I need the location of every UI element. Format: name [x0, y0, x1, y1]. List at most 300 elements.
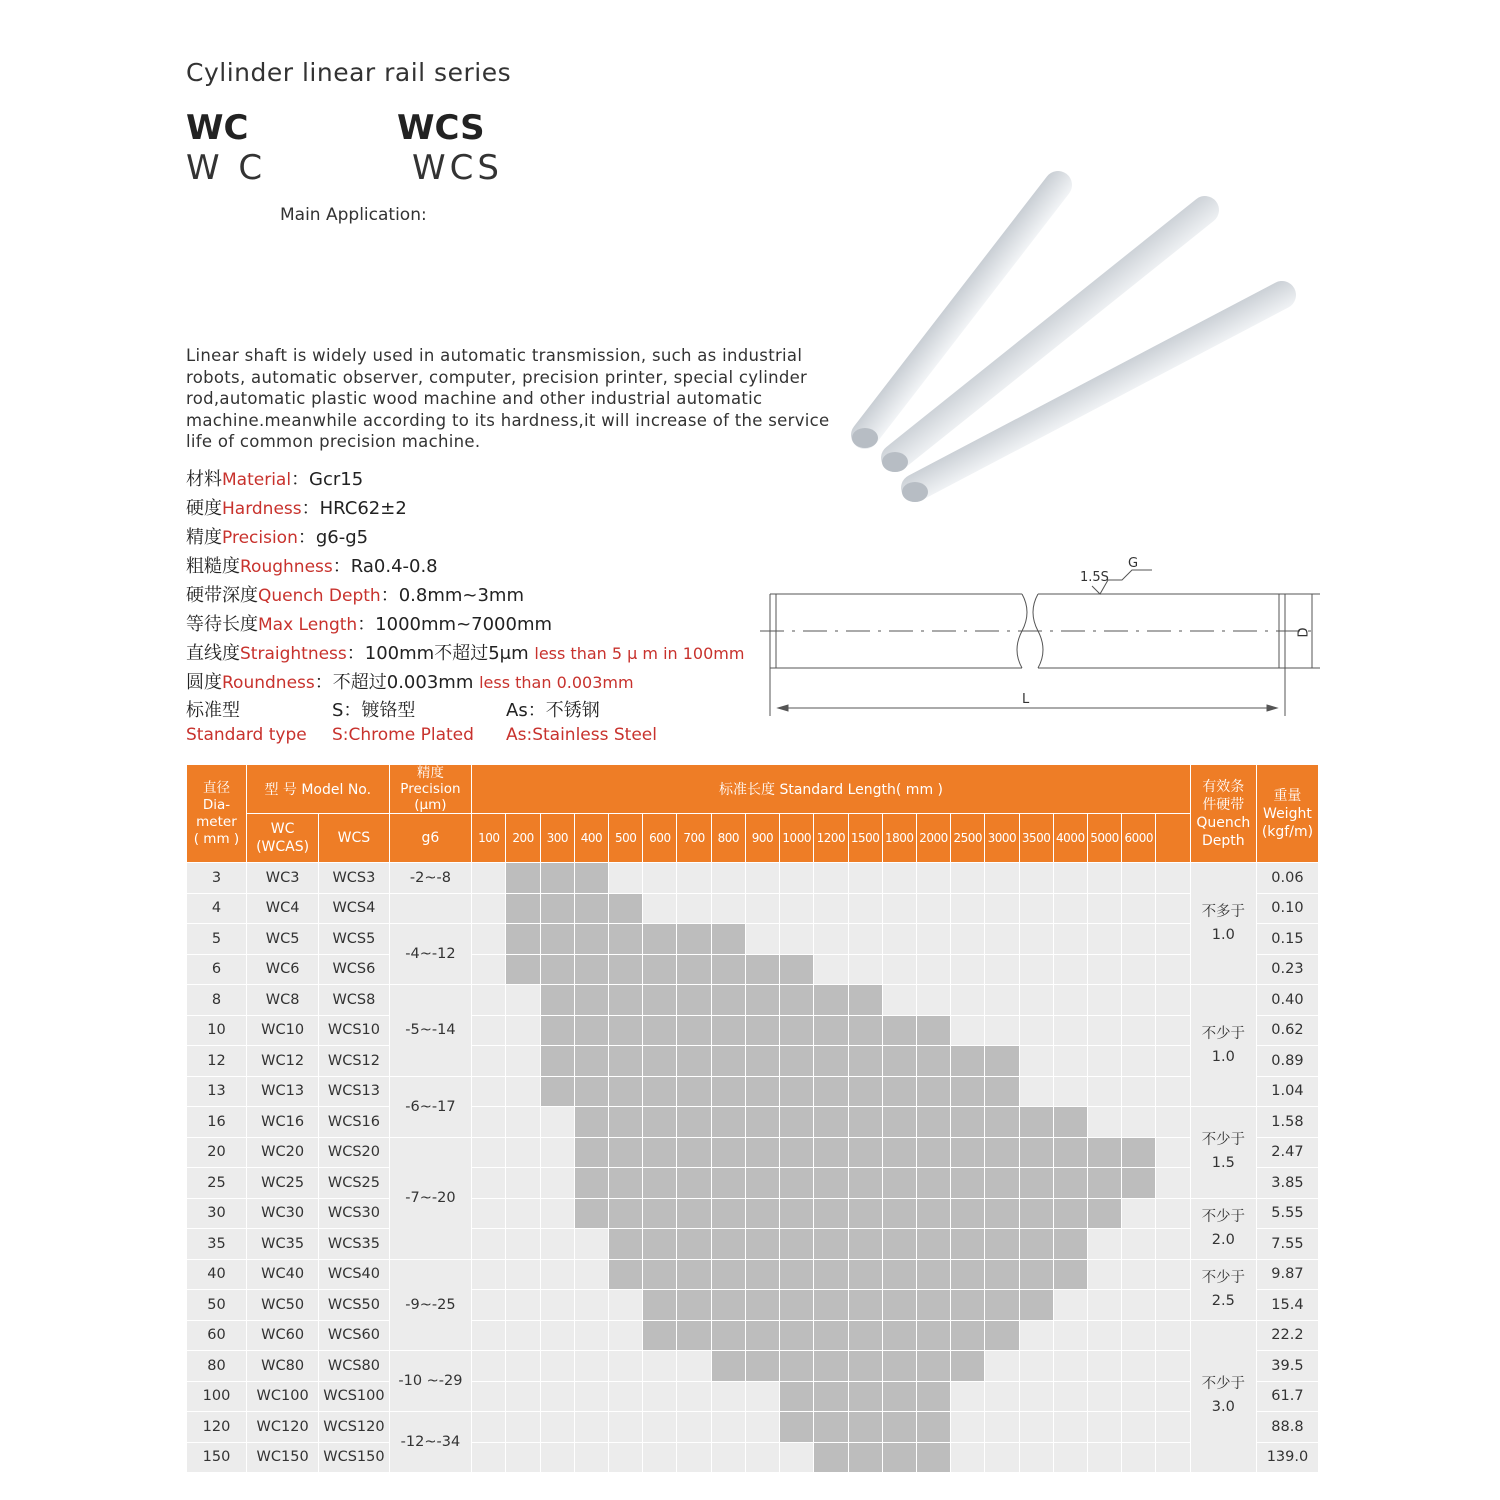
spec-row — [186, 610, 552, 636]
length-available-cell — [814, 1290, 848, 1321]
table-row — [187, 863, 1319, 894]
quench-depth-line: 不少于 — [1201, 1132, 1246, 1149]
length-empty-cell — [643, 1351, 677, 1382]
length-empty-cell — [609, 1351, 643, 1382]
length-empty-cell — [472, 1442, 506, 1473]
length-empty-cell — [472, 1107, 506, 1138]
length-empty-cell — [882, 863, 916, 894]
length-available-cell — [780, 1137, 814, 1168]
length-available-cell — [916, 1076, 950, 1107]
length-empty-cell — [1019, 1046, 1053, 1077]
cell-diameter: 12 — [187, 1046, 247, 1077]
length-available-cell — [574, 954, 608, 985]
spec-en: Straightness — [240, 644, 347, 664]
length-available-cell — [609, 1137, 643, 1168]
cell-weight: 3.85 — [1256, 1168, 1318, 1199]
length-available-cell — [609, 985, 643, 1016]
header-g6: g6 — [389, 814, 472, 863]
cell-wcs-model: WCS80 — [319, 1351, 389, 1382]
length-available-cell — [848, 1076, 882, 1107]
length-empty-cell — [848, 863, 882, 894]
length-empty-cell — [1087, 1381, 1121, 1412]
length-empty-cell — [1019, 1381, 1053, 1412]
length-empty-cell — [1053, 924, 1087, 955]
length-available-cell — [745, 1320, 779, 1351]
length-empty-cell — [1122, 1107, 1156, 1138]
length-available-cell — [985, 1076, 1019, 1107]
cell-diameter: 16 — [187, 1107, 247, 1138]
length-available-cell — [574, 924, 608, 955]
length-empty-cell — [1122, 1442, 1156, 1473]
length-empty-cell — [609, 1381, 643, 1412]
spec-value: ：HRC62±2 — [301, 498, 407, 519]
length-available-cell — [677, 1259, 711, 1290]
length-empty-cell — [1087, 1259, 1121, 1290]
length-empty-cell — [1019, 985, 1053, 1016]
length-available-cell — [882, 1381, 916, 1412]
cell-quench-depth — [1190, 1107, 1256, 1199]
spec-en: Material — [222, 470, 292, 490]
length-empty-cell — [1053, 1076, 1087, 1107]
header-length-600: 600 — [643, 814, 677, 863]
length-available-cell — [882, 1351, 916, 1382]
cell-diameter: 35 — [187, 1229, 247, 1260]
length-empty-cell — [472, 954, 506, 985]
length-available-cell — [745, 1351, 779, 1382]
table-row — [187, 985, 1319, 1016]
length-empty-cell — [780, 863, 814, 894]
length-available-cell — [711, 1198, 745, 1229]
length-available-cell — [574, 1015, 608, 1046]
table-row — [187, 1320, 1319, 1351]
length-available-cell — [506, 893, 540, 924]
length-available-cell — [540, 954, 574, 985]
length-empty-cell — [472, 1015, 506, 1046]
length-available-cell — [574, 1107, 608, 1138]
header-weight — [1256, 765, 1318, 863]
length-empty-cell — [985, 1015, 1019, 1046]
cell-weight: 0.23 — [1256, 954, 1318, 985]
header-length-100: 100 — [472, 814, 506, 863]
cell-wcs-model: WCS6 — [319, 954, 389, 985]
length-empty-cell — [951, 924, 985, 955]
spec-row — [186, 639, 744, 665]
header-diameter-line: meter — [196, 813, 237, 830]
length-available-cell — [643, 1229, 677, 1260]
length-available-cell — [1019, 1198, 1053, 1229]
length-available-cell — [780, 1320, 814, 1351]
length-empty-cell — [643, 1381, 677, 1412]
cell-wc-model: WC50 — [246, 1290, 318, 1321]
length-empty-cell — [745, 1442, 779, 1473]
quench-depth-line: 1.0 — [1211, 1048, 1235, 1065]
length-empty-cell — [814, 954, 848, 985]
header-length-900: 900 — [745, 814, 779, 863]
length-empty-cell — [609, 1290, 643, 1321]
length-available-cell — [985, 1137, 1019, 1168]
length-empty-cell — [1053, 1320, 1087, 1351]
quench-depth-line: 不少于 — [1201, 1208, 1246, 1225]
header-diameter-line: Dia- — [202, 796, 231, 813]
length-empty-cell — [1053, 1046, 1087, 1077]
length-empty-cell — [472, 924, 506, 955]
length-available-cell — [677, 924, 711, 955]
length-available-cell — [814, 1046, 848, 1077]
length-available-cell — [985, 1229, 1019, 1260]
length-available-cell — [540, 893, 574, 924]
header-precision-line: 精度 — [416, 765, 444, 781]
length-empty-cell — [540, 1168, 574, 1199]
length-empty-cell — [540, 1198, 574, 1229]
quench-depth-line: 1.0 — [1211, 926, 1235, 943]
length-empty-cell — [711, 1381, 745, 1412]
cell-diameter: 60 — [187, 1320, 247, 1351]
cell-weight: 0.10 — [1256, 893, 1318, 924]
length-empty-cell — [882, 924, 916, 955]
length-available-cell — [848, 1168, 882, 1199]
length-available-cell — [643, 985, 677, 1016]
length-empty-cell — [1087, 1290, 1121, 1321]
cell-wcs-model: WCS12 — [319, 1046, 389, 1077]
length-available-cell — [951, 1168, 985, 1199]
spec-value: ：不超过0.003mm — [314, 672, 474, 693]
cell-diameter: 25 — [187, 1168, 247, 1199]
length-empty-cell — [677, 1381, 711, 1412]
length-empty-cell — [985, 1412, 1019, 1443]
spec-en: Max Length — [258, 615, 358, 635]
table-row — [187, 1015, 1319, 1046]
length-available-cell — [814, 1381, 848, 1412]
table-row — [187, 1442, 1319, 1473]
cell-wc-model: WC16 — [246, 1107, 318, 1138]
length-available-cell — [848, 1351, 882, 1382]
cell-wc-model: WC80 — [246, 1351, 318, 1382]
length-available-cell — [1019, 1259, 1053, 1290]
length-available-cell — [506, 924, 540, 955]
length-available-cell — [882, 1107, 916, 1138]
page-title: Cylinder linear rail series — [186, 58, 512, 87]
length-available-cell — [848, 985, 882, 1016]
length-available-cell — [574, 893, 608, 924]
length-available-cell — [745, 1259, 779, 1290]
chrome-plated-cn: S：镀铬型 — [332, 700, 416, 721]
length-available-cell — [1053, 1137, 1087, 1168]
length-empty-cell — [1122, 985, 1156, 1016]
cell-wcs-model: WCS60 — [319, 1320, 389, 1351]
spec-value: ：1000mm~7000mm — [357, 614, 553, 635]
cell-wc-model: WC10 — [246, 1015, 318, 1046]
length-empty-cell — [1156, 893, 1190, 924]
length-empty-cell — [677, 863, 711, 894]
length-available-cell — [814, 1412, 848, 1443]
length-empty-cell — [1087, 1442, 1121, 1473]
quench-depth-line: 1.5 — [1211, 1155, 1235, 1172]
length-available-cell — [1087, 1198, 1121, 1229]
length-empty-cell — [609, 1442, 643, 1473]
length-available-cell — [951, 1290, 985, 1321]
cell-wcs-model: WCS35 — [319, 1229, 389, 1260]
code-wcs-bold: WCS — [397, 108, 485, 148]
length-empty-cell — [574, 1442, 608, 1473]
length-available-cell — [609, 924, 643, 955]
description-text: Linear shaft is widely used in automatic transmission, such as industrial robots, automatic observer, computer, precision printer, special cylinder rod,automatic plastic wood machine and other industrial automatic machine.meanwhile according to its hardness,it will increase of the service life of common precision machine. — [186, 346, 830, 451]
cell-diameter: 13 — [187, 1076, 247, 1107]
length-empty-cell — [1053, 1442, 1087, 1473]
spec-cn: 精度 — [186, 527, 222, 548]
length-available-cell — [540, 924, 574, 955]
length-empty-cell — [1087, 1351, 1121, 1382]
cell-wc-model: WC12 — [246, 1046, 318, 1077]
cell-precision: -5~-14 — [389, 985, 472, 1077]
length-available-cell — [951, 1137, 985, 1168]
header-length-800: 800 — [711, 814, 745, 863]
length-empty-cell — [1156, 1076, 1190, 1107]
length-empty-cell — [951, 954, 985, 985]
length-empty-cell — [1087, 924, 1121, 955]
length-available-cell — [814, 1198, 848, 1229]
length-available-cell — [643, 1137, 677, 1168]
header-diameter-line: 直径 — [202, 779, 230, 796]
length-available-cell — [848, 1198, 882, 1229]
cell-diameter: 20 — [187, 1137, 247, 1168]
length-available-cell — [951, 1046, 985, 1077]
length-available-cell — [985, 1046, 1019, 1077]
length-available-cell — [848, 1137, 882, 1168]
length-available-cell — [916, 1107, 950, 1138]
length-empty-cell — [1156, 924, 1190, 955]
table-row — [187, 1198, 1319, 1229]
length-available-cell — [916, 1381, 950, 1412]
spec-value: ：g6-g5 — [297, 527, 369, 548]
header-length-1000: 1000 — [780, 814, 814, 863]
length-empty-cell — [506, 1198, 540, 1229]
header-length-1200: 1200 — [814, 814, 848, 863]
code-wcs-thin: WCS — [412, 148, 503, 188]
length-empty-cell — [1156, 954, 1190, 985]
stainless-steel-en: As:Stainless Steel — [506, 725, 657, 745]
d-label: D — [1296, 627, 1312, 638]
spec-cn: 硬度 — [186, 498, 222, 519]
standard-type-en: Standard type — [186, 725, 307, 745]
length-available-cell — [780, 954, 814, 985]
cell-precision — [389, 893, 472, 924]
length-empty-cell — [985, 863, 1019, 894]
length-available-cell — [643, 1198, 677, 1229]
table-row — [187, 893, 1319, 924]
length-available-cell — [848, 1107, 882, 1138]
length-empty-cell — [574, 1351, 608, 1382]
length-empty-cell — [882, 985, 916, 1016]
length-available-cell — [916, 1229, 950, 1260]
length-available-cell — [745, 1076, 779, 1107]
length-available-cell — [848, 1412, 882, 1443]
quench-depth-line: 不少于 — [1201, 1025, 1246, 1042]
cell-precision: -7~-20 — [389, 1137, 472, 1259]
length-available-cell — [951, 1351, 985, 1382]
length-empty-cell — [882, 893, 916, 924]
length-empty-cell — [985, 954, 1019, 985]
cell-wc-model: WC100 — [246, 1381, 318, 1412]
cell-quench-depth — [1190, 863, 1256, 985]
header-length-3000: 3000 — [985, 814, 1019, 863]
cell-diameter: 80 — [187, 1351, 247, 1382]
cell-wc-model: WC4 — [246, 893, 318, 924]
length-empty-cell — [1053, 1351, 1087, 1382]
length-available-cell — [540, 1015, 574, 1046]
cell-wc-model: WC6 — [246, 954, 318, 985]
length-available-cell — [574, 863, 608, 894]
length-available-cell — [574, 1168, 608, 1199]
length-empty-cell — [472, 893, 506, 924]
spec-note: less than 5 μ m in 100mm — [534, 644, 745, 663]
length-available-cell — [506, 954, 540, 985]
cell-weight: 2.47 — [1256, 1137, 1318, 1168]
cell-precision: -9~-25 — [389, 1259, 472, 1351]
length-empty-cell — [1087, 1107, 1121, 1138]
length-available-cell — [848, 1229, 882, 1260]
length-available-cell — [780, 1290, 814, 1321]
length-available-cell — [711, 1046, 745, 1077]
header-model: 型 号 Model No. — [246, 765, 389, 814]
header-length-1800: 1800 — [882, 814, 916, 863]
spec-row — [186, 668, 634, 694]
length-empty-cell — [506, 1168, 540, 1199]
length-available-cell — [540, 985, 574, 1016]
length-available-cell — [780, 1229, 814, 1260]
length-available-cell — [609, 1107, 643, 1138]
length-empty-cell — [1122, 1290, 1156, 1321]
cell-wc-model: WC60 — [246, 1320, 318, 1351]
length-empty-cell — [609, 863, 643, 894]
length-empty-cell — [506, 1046, 540, 1077]
length-empty-cell — [540, 1107, 574, 1138]
length-available-cell — [848, 1442, 882, 1473]
length-empty-cell — [951, 1442, 985, 1473]
cell-diameter: 120 — [187, 1412, 247, 1443]
header-precision-line: (μm) — [414, 797, 447, 813]
length-available-cell — [574, 1076, 608, 1107]
length-empty-cell — [711, 863, 745, 894]
length-empty-cell — [1156, 1320, 1190, 1351]
header-length-2500: 2500 — [951, 814, 985, 863]
cell-weight: 15.4 — [1256, 1290, 1318, 1321]
length-empty-cell — [1122, 893, 1156, 924]
length-empty-cell — [1122, 1046, 1156, 1077]
length-empty-cell — [609, 1320, 643, 1351]
length-empty-cell — [1087, 1015, 1121, 1046]
length-available-cell — [711, 1320, 745, 1351]
length-empty-cell — [711, 1412, 745, 1443]
quench-depth-line: 不少于 — [1201, 1269, 1246, 1286]
table-row — [187, 1046, 1319, 1077]
length-empty-cell — [780, 924, 814, 955]
spec-cn: 硬带深度 — [186, 585, 258, 606]
cell-wc-model: WC3 — [246, 863, 318, 894]
cell-precision: -2~-8 — [389, 863, 472, 894]
cell-weight: 1.04 — [1256, 1076, 1318, 1107]
cell-diameter: 8 — [187, 985, 247, 1016]
table-row — [187, 1259, 1319, 1290]
length-available-cell — [848, 1046, 882, 1077]
length-available-cell — [916, 1412, 950, 1443]
length-available-cell — [951, 1259, 985, 1290]
length-empty-cell — [814, 924, 848, 955]
length-empty-cell — [506, 985, 540, 1016]
quench-depth-line: 不少于 — [1201, 1376, 1246, 1393]
spec-en: Roundness — [222, 673, 315, 693]
length-available-cell — [609, 954, 643, 985]
length-available-cell — [677, 1290, 711, 1321]
length-empty-cell — [1019, 893, 1053, 924]
header-diameter-line: ( mm ) — [193, 830, 240, 847]
length-empty-cell — [506, 1412, 540, 1443]
length-empty-cell — [540, 1412, 574, 1443]
length-empty-cell — [1156, 1046, 1190, 1077]
length-available-cell — [643, 1076, 677, 1107]
table-row — [187, 1168, 1319, 1199]
spec-cn: 粗糙度 — [186, 556, 240, 577]
length-empty-cell — [951, 1412, 985, 1443]
length-available-cell — [882, 1168, 916, 1199]
length-available-cell — [951, 1198, 985, 1229]
length-empty-cell — [1156, 1229, 1190, 1260]
code-wc-thin: W C — [186, 148, 267, 188]
length-available-cell — [677, 1107, 711, 1138]
length-empty-cell — [1019, 1076, 1053, 1107]
length-available-cell — [882, 1137, 916, 1168]
cell-weight: 0.89 — [1256, 1046, 1318, 1077]
length-available-cell — [711, 985, 745, 1016]
cell-weight: 9.87 — [1256, 1259, 1318, 1290]
cell-wcs-model: WCS100 — [319, 1381, 389, 1412]
length-empty-cell — [472, 1198, 506, 1229]
cell-weight: 0.62 — [1256, 1015, 1318, 1046]
length-empty-cell — [985, 893, 1019, 924]
length-empty-cell — [574, 1229, 608, 1260]
length-empty-cell — [1156, 1137, 1190, 1168]
cell-precision: -6~-17 — [389, 1076, 472, 1137]
length-empty-cell — [1156, 1381, 1190, 1412]
length-empty-cell — [472, 1259, 506, 1290]
length-available-cell — [916, 1168, 950, 1199]
length-empty-cell — [745, 893, 779, 924]
length-available-cell — [1087, 1137, 1121, 1168]
cell-weight: 61.7 — [1256, 1381, 1318, 1412]
length-available-cell — [916, 1137, 950, 1168]
table-row — [187, 1290, 1319, 1321]
length-empty-cell — [1156, 1198, 1190, 1229]
length-available-cell — [1019, 1168, 1053, 1199]
length-available-cell — [745, 954, 779, 985]
length-empty-cell — [540, 1351, 574, 1382]
length-empty-cell — [951, 1381, 985, 1412]
length-available-cell — [780, 1076, 814, 1107]
length-empty-cell — [1019, 1320, 1053, 1351]
length-empty-cell — [1122, 954, 1156, 985]
header-diameter — [187, 765, 247, 863]
cell-wcs-model: WCS120 — [319, 1412, 389, 1443]
length-available-cell — [780, 1046, 814, 1077]
length-available-cell — [780, 1015, 814, 1046]
length-empty-cell — [1053, 1381, 1087, 1412]
length-available-cell — [916, 1015, 950, 1046]
length-available-cell — [882, 1229, 916, 1260]
header-quench — [1190, 765, 1256, 863]
length-available-cell — [711, 924, 745, 955]
length-empty-cell — [574, 1290, 608, 1321]
length-available-cell — [916, 1351, 950, 1382]
cell-wcs-model: WCS10 — [319, 1015, 389, 1046]
